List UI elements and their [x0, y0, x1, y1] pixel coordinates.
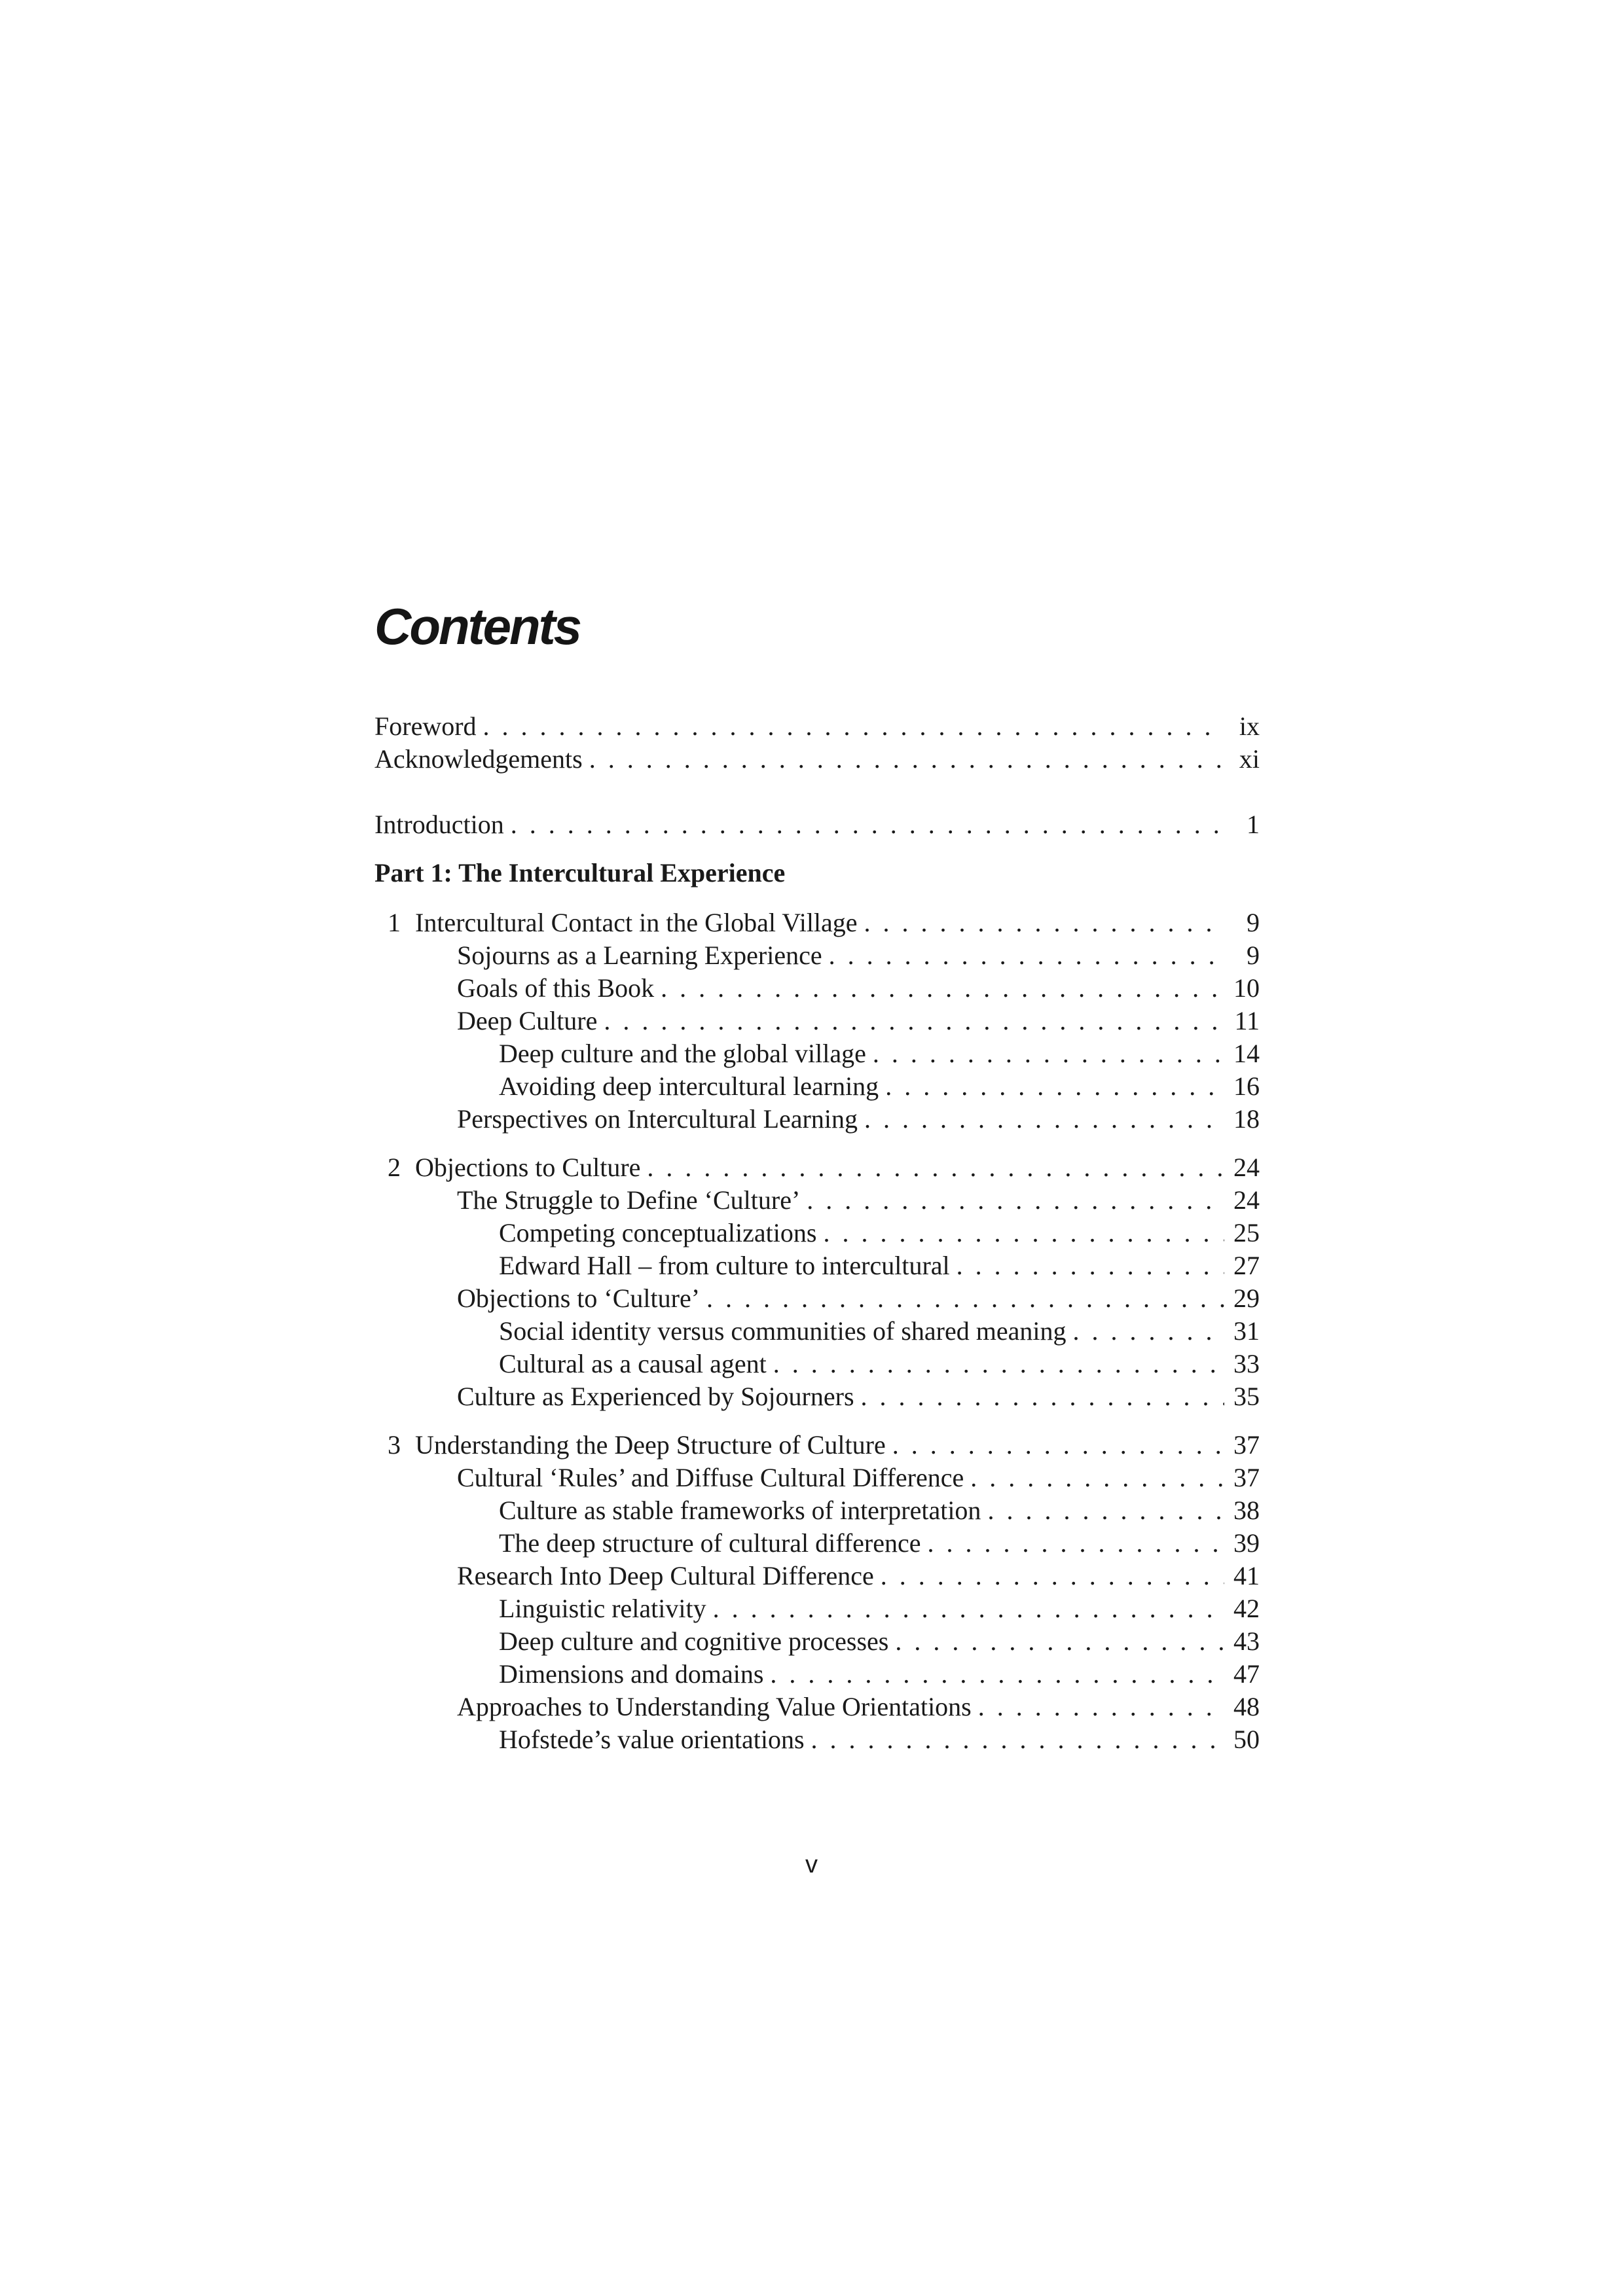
- toc-entry[interactable]: [374, 1462, 1260, 1494]
- toc-entry-introduction[interactable]: [374, 808, 1260, 841]
- toc-entry[interactable]: [374, 1348, 1260, 1380]
- dot-leader: [706, 1282, 1224, 1315]
- dot-leader: [928, 1527, 1225, 1560]
- toc-entry-acknowledgements[interactable]: [374, 743, 1260, 776]
- toc-section-label: The Struggle to Define ‘Culture’: [457, 1184, 807, 1217]
- dot-leader: [807, 1184, 1224, 1217]
- toc-section-label: Goals of this Book: [457, 972, 661, 1005]
- dot-leader: [604, 1005, 1224, 1037]
- page-title: Contents: [374, 598, 580, 655]
- toc-entry-label: Introduction: [374, 808, 511, 841]
- toc-entry-label: Acknowledgements: [374, 743, 589, 776]
- toc-entry-page: 39: [1233, 1528, 1260, 1558]
- toc-entry-label: Objections to Culture: [415, 1151, 647, 1184]
- toc-subsection-label: Cultural as a causal agent: [499, 1348, 773, 1380]
- dot-leader: [773, 1348, 1224, 1380]
- toc-section-label: Cultural ‘Rules’ and Diffuse Cultural Difference: [457, 1462, 970, 1494]
- toc-subsection-label: The deep structure of cultural difference: [499, 1527, 928, 1560]
- toc-entry-page: 1: [1247, 810, 1260, 839]
- toc-entry-page: 37: [1233, 1463, 1260, 1492]
- toc-entry-label: Foreword: [374, 710, 483, 743]
- toc-entry-page: 35: [1233, 1382, 1260, 1411]
- page-number: v: [805, 1851, 818, 1878]
- toc-subsection-label: Deep culture and the global village: [499, 1037, 873, 1070]
- toc-entry-page: 41: [1233, 1561, 1260, 1590]
- toc-entry-page: 27: [1233, 1251, 1260, 1280]
- toc-entry-page: 25: [1233, 1218, 1260, 1247]
- toc-entry[interactable]: [374, 1625, 1260, 1658]
- toc-entry-label: Understanding the Deep Structure of Culture: [415, 1429, 892, 1462]
- toc-entry[interactable]: [374, 1527, 1260, 1560]
- dot-leader: [647, 1151, 1224, 1184]
- toc-subsection-label: Avoiding deep intercultural learning: [499, 1070, 885, 1103]
- toc-section-label: Culture as Experienced by Sojourners: [457, 1380, 861, 1413]
- toc-entry[interactable]: [374, 1658, 1260, 1691]
- toc-entry[interactable]: [374, 1315, 1260, 1348]
- toc-subsection-label: Deep culture and cognitive processes: [499, 1625, 895, 1658]
- spacer: [374, 1136, 1260, 1151]
- toc-subsection-label: Edward Hall – from culture to intercultural: [499, 1249, 957, 1282]
- toc-entry-page: xi: [1239, 744, 1260, 774]
- toc-entry[interactable]: [374, 1249, 1260, 1282]
- toc-entry[interactable]: [374, 1184, 1260, 1217]
- dot-leader: [978, 1691, 1224, 1723]
- toc-entry[interactable]: [374, 939, 1260, 972]
- dot-leader: [987, 1494, 1224, 1527]
- dot-leader: [864, 906, 1224, 939]
- toc-entry[interactable]: [374, 1691, 1260, 1723]
- toc-entry[interactable]: [374, 1217, 1260, 1249]
- toc-entry[interactable]: [374, 1070, 1260, 1103]
- toc-entry[interactable]: [374, 1005, 1260, 1037]
- dot-leader: [823, 1217, 1224, 1249]
- toc-chapter-1[interactable]: [374, 906, 1260, 939]
- dot-leader: [661, 972, 1224, 1005]
- dot-leader: [873, 1037, 1224, 1070]
- toc-entry-page: 47: [1233, 1659, 1260, 1689]
- toc-section-label: Research Into Deep Cultural Difference: [457, 1560, 881, 1592]
- dot-leader: [861, 1380, 1224, 1413]
- toc-entry[interactable]: [374, 1723, 1260, 1756]
- spacer: [374, 841, 1260, 857]
- toc-chapter-3[interactable]: [374, 1429, 1260, 1462]
- toc-entry-page: 10: [1233, 973, 1260, 1003]
- toc-entry-page: 9: [1247, 908, 1260, 937]
- toc-entry[interactable]: [374, 1103, 1260, 1136]
- spacer: [374, 889, 1260, 906]
- toc-entry-page: 43: [1233, 1626, 1260, 1656]
- toc-entry-label: Intercultural Contact in the Global Village: [415, 906, 864, 939]
- spacer: [374, 776, 1260, 808]
- dot-leader: [511, 808, 1224, 841]
- chapter-number: 2: [388, 1153, 401, 1182]
- dot-leader: [1072, 1315, 1224, 1348]
- toc-entry-page: 38: [1233, 1496, 1260, 1525]
- dot-leader: [589, 743, 1224, 776]
- dot-leader: [811, 1723, 1224, 1756]
- toc-section-label: Perspectives on Intercultural Learning: [457, 1103, 864, 1136]
- dot-leader: [881, 1560, 1224, 1592]
- dot-leader: [864, 1103, 1224, 1136]
- dot-leader: [829, 939, 1224, 972]
- toc-entry-page: 31: [1233, 1316, 1260, 1346]
- toc-entry-page: 9: [1247, 941, 1260, 970]
- toc-section-label: Sojourns as a Learning Experience: [457, 939, 829, 972]
- dot-leader: [885, 1070, 1224, 1103]
- toc-subsection-label: Hofstede’s value orientations: [499, 1723, 811, 1756]
- toc-entry-page: 16: [1233, 1071, 1260, 1101]
- toc-entry-page: 24: [1233, 1153, 1260, 1182]
- toc-entry-page: ix: [1239, 711, 1260, 741]
- toc-section-label: Approaches to Understanding Value Orientations: [457, 1691, 978, 1723]
- toc-entry-page: 29: [1233, 1283, 1260, 1313]
- toc-section-label: Objections to ‘Culture’: [457, 1282, 706, 1315]
- toc-section-label: Deep Culture: [457, 1005, 604, 1037]
- toc-subsection-label: Competing conceptualizations: [499, 1217, 823, 1249]
- toc-entry-page: 14: [1233, 1039, 1260, 1068]
- chapter-number: 3: [388, 1430, 401, 1460]
- chapter-list: [374, 906, 1260, 1756]
- toc-entry[interactable]: [374, 1592, 1260, 1625]
- dot-leader: [895, 1625, 1224, 1658]
- dot-leader: [957, 1249, 1224, 1282]
- toc-entry-page: 11: [1234, 1006, 1260, 1035]
- toc-entry[interactable]: [374, 1282, 1260, 1315]
- toc-entry-page: 42: [1233, 1594, 1260, 1623]
- toc-entry-page: 18: [1233, 1104, 1260, 1134]
- toc-entry[interactable]: [374, 1380, 1260, 1413]
- toc-entry-page: 24: [1233, 1185, 1260, 1215]
- toc-subsection-label: Dimensions and domains: [499, 1658, 770, 1691]
- dot-leader: [970, 1462, 1224, 1494]
- toc-entry-page: 33: [1233, 1349, 1260, 1378]
- toc-entry[interactable]: [374, 972, 1260, 1005]
- chapter-number: 1: [388, 908, 401, 937]
- toc-entry[interactable]: [374, 1494, 1260, 1527]
- toc-entry[interactable]: [374, 1560, 1260, 1592]
- toc-entry-foreword[interactable]: [374, 710, 1260, 743]
- toc-entry-page: 37: [1233, 1430, 1260, 1460]
- dot-leader: [713, 1592, 1224, 1625]
- table-of-contents: [374, 710, 1260, 1756]
- toc-subsection-label: Social identity versus communities of shared meaning: [499, 1315, 1072, 1348]
- dot-leader: [770, 1658, 1224, 1691]
- toc-subsection-label: Culture as stable frameworks of interpretation: [499, 1494, 987, 1527]
- toc-subsection-label: Linguistic relativity: [499, 1592, 713, 1625]
- toc-entry-page: 50: [1233, 1725, 1260, 1754]
- dot-leader: [483, 710, 1224, 743]
- spacer: [374, 1413, 1260, 1429]
- dot-leader: [892, 1429, 1224, 1462]
- toc-entry-page: 48: [1233, 1692, 1260, 1721]
- toc-entry[interactable]: [374, 1037, 1260, 1070]
- part-heading: Part 1: The Intercultural Experience: [374, 858, 786, 888]
- toc-chapter-2[interactable]: [374, 1151, 1260, 1184]
